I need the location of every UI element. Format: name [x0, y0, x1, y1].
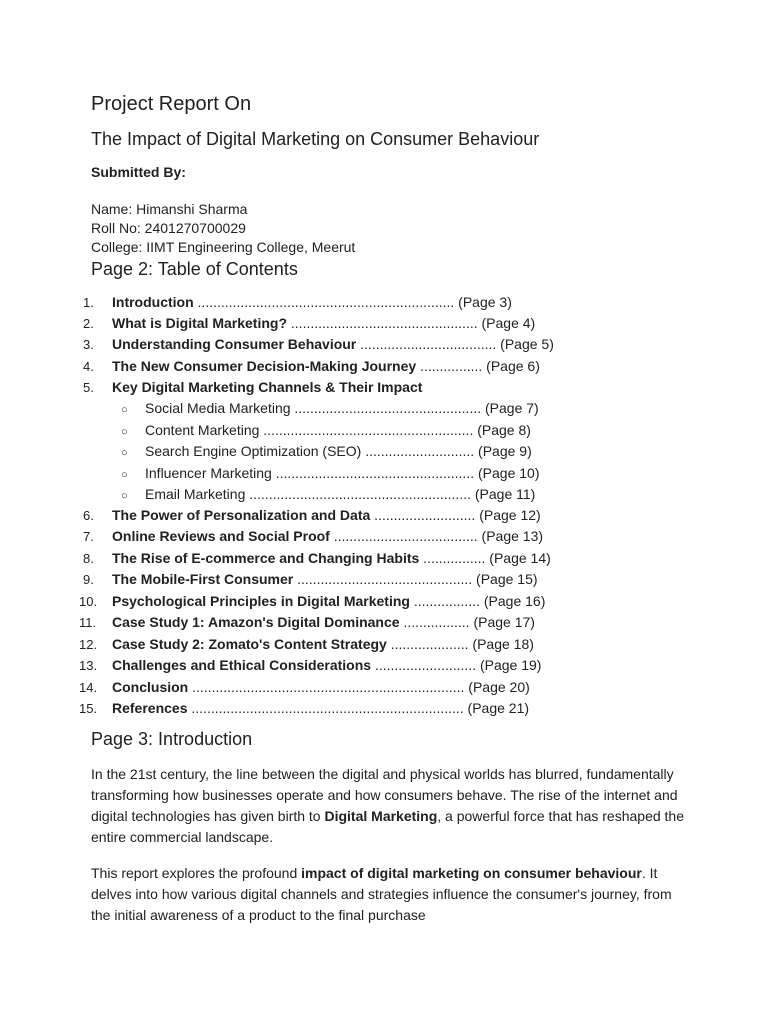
roll-number: Roll No: 2401270700029 — [91, 220, 246, 236]
toc-item: 1. Introduction .................................................................. (Page 3) — [83, 294, 512, 310]
toc-subitem: ○ Social Media Marketing ................................................ (Page 7) — [121, 398, 539, 419]
toc-item: 5. Key Digital Marketing Channels & Their Impact — [83, 379, 423, 395]
submitted-by-label: Submitted By: — [91, 164, 186, 180]
toc-item: 2. What is Digital Marketing? ................................................ (Page 4) — [83, 315, 536, 331]
toc-subitem: ○ Influencer Marketing ................................................... (Page 10) — [121, 463, 539, 484]
circle-bullet-icon: ○ — [121, 447, 128, 459]
toc-item: 10. Psychological Principles in Digital Marketing ................. (Page 16) — [79, 593, 546, 609]
toc-item: 7. Online Reviews and Social Proof ..................................... (Page 13) — [83, 528, 544, 544]
toc-item: 3. Understanding Consumer Behaviour ................................... (Page 5) — [83, 336, 554, 352]
toc-item: 13. Challenges and Ethical Considerations .......................... (Page 19) — [79, 657, 542, 673]
toc-item: 14. Conclusion ...................................................................... (Page 20) — [79, 679, 530, 695]
toc-item: 9. The Mobile-First Consumer ............................................. (Page 15) — [83, 571, 538, 587]
intro-paragraph-2: This report explores the profound impact of digital marketing on consumer behaviour. It delves into how various digital channels and strategies influence the consumer's journey, from the initial awareness of a product to the final purchase — [91, 865, 672, 923]
introduction-heading: Page 3: Introduction — [91, 729, 253, 749]
toc-heading: Page 2: Table of Contents — [91, 259, 298, 279]
circle-bullet-icon: ○ — [121, 490, 128, 502]
report-subtitle: The Impact of Digital Marketing on Consumer Behaviour — [91, 129, 540, 149]
circle-bullet-icon: ○ — [121, 404, 128, 416]
toc-item: 4. The New Consumer Decision-Making Journey ................ (Page 6) — [83, 358, 540, 374]
toc-subitem: ○ Email Marketing ......................................................... (Page 11) — [121, 484, 535, 505]
circle-bullet-icon: ○ — [121, 469, 128, 481]
toc-item: 11. Case Study 1: Amazon's Digital Dominance ................. (Page 17) — [79, 614, 535, 630]
student-name: Name: Himanshi Sharma — [91, 201, 248, 217]
toc-subitem: ○ Search Engine Optimization (SEO) ............................ (Page 9) — [121, 441, 532, 462]
college-name: College: IIMT Engineering College, Meerut — [91, 239, 356, 255]
circle-bullet-icon: ○ — [121, 426, 128, 438]
intro-paragraph-1: In the 21st century, the line between the digital and physical worlds has blurred, fundamentally transforming how businesses operate and how consumers behave. The rise of the internet and digital technologies has given birth to Digital Marketing, a powerful force that has reshaped the entire commercial landscape. — [91, 766, 684, 845]
toc-item: 15. References ...................................................................... (Page 21) — [79, 700, 530, 716]
toc-subitem: ○ Content Marketing ...................................................... (Page 8) — [121, 420, 531, 441]
toc-item: 12. Case Study 2: Zomato's Content Strategy .................... (Page 18) — [79, 636, 534, 652]
report-title: Project Report On — [91, 93, 252, 115]
toc-item: 6. The Power of Personalization and Data .......................... (Page 12) — [83, 507, 541, 523]
toc-item: 8. The Rise of E-commerce and Changing Habits ................ (Page 14) — [83, 550, 551, 566]
